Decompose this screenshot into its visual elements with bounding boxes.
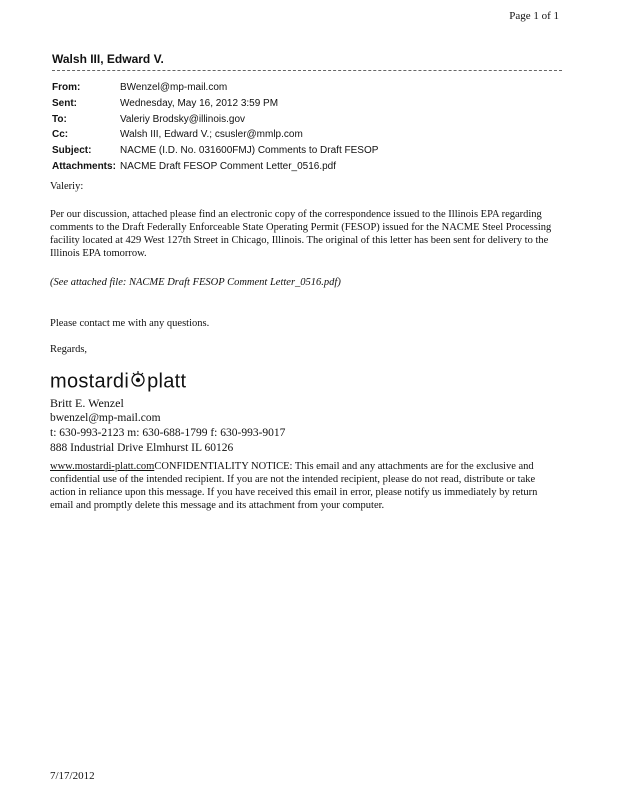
closing: Regards, [50,344,88,355]
header-value: Valeriy Brodsky@illinois.gov [120,113,246,125]
header-label: Sent: [52,97,77,109]
header-from [52,80,378,96]
website-link[interactable]: www.mostardi-platt.com [50,461,155,472]
greeting: Valeriy: [50,181,84,192]
header-label: Cc: [52,129,69,141]
header-value: Walsh III, Edward V.; csusler@mmlp.com [120,129,303,141]
header-label: From: [52,82,81,93]
page-number: Page 1 of 1 [509,10,559,22]
header-subject [52,143,378,159]
logo-mark-icon [130,370,146,394]
signer-address: 888 Industrial Drive Elmhurst IL 60126 [50,442,234,454]
header-value: NACME (I.D. No. 031600FMJ) Comments to Draft FESOP [120,145,379,157]
logo-text-left: mostardi [50,370,130,393]
contact-line: Please contact me with any questions. [50,318,210,329]
header-to [52,112,378,128]
header-label: Subject: [52,145,92,157]
confidentiality-notice-block [50,460,562,512]
company-logo [50,370,186,394]
header-sent [52,96,378,112]
attachment-note: (See attached file: NACME Draft FESOP Comment Letter_0516.pdf) [50,277,341,288]
signer-phones: t: 630-993-2123 m: 630-688-1799 f: 630-993-9017 [50,427,286,439]
signer-email: bwenzel@mp-mail.com [50,412,161,424]
header-value: Wednesday, May 16, 2012 3:59 PM [120,97,279,109]
header-attachments [52,159,378,175]
body-paragraph: Per our discussion, attached please find an electronic copy of the correspondence issued to the Illinois EPA regarding comments to the Draft Federally Enforceable State Operating Permit (FESOP) issued for the NACME Steel Processing facility located at 429 West 127th Street in Chicago, Illinois. The original of this letter has been sent for delivery to the Illinois EPA tomorrow. [50,209,552,259]
signer-name: Britt E. Wenzel [50,396,124,410]
header-cc [52,127,378,143]
logo-text-right: platt [147,370,187,393]
header-divider [52,70,562,71]
header-label: To: [52,113,67,125]
sender-name: Walsh III, Edward V. [52,52,164,66]
header-label: Attachments: [52,160,116,172]
header-value: NACME Draft FESOP Comment Letter_0516.pdf [120,160,337,172]
confidentiality-notice: CONFIDENTIALITY NOTICE: This email and any attachments are for the exclusive and confidential use of the intended recipient. If you are not the intended recipient, please do not read, distribute or take action in reliance upon this message. If you have received this email in error, please notify us immediately by return email and promptly delete this message and its attachment from your computer. [50,461,538,511]
print-date: 7/17/2012 [50,770,95,782]
signature-block [50,396,285,456]
header-value: BWenzel@mp-mail.com [120,82,228,93]
email-headers [52,80,378,175]
